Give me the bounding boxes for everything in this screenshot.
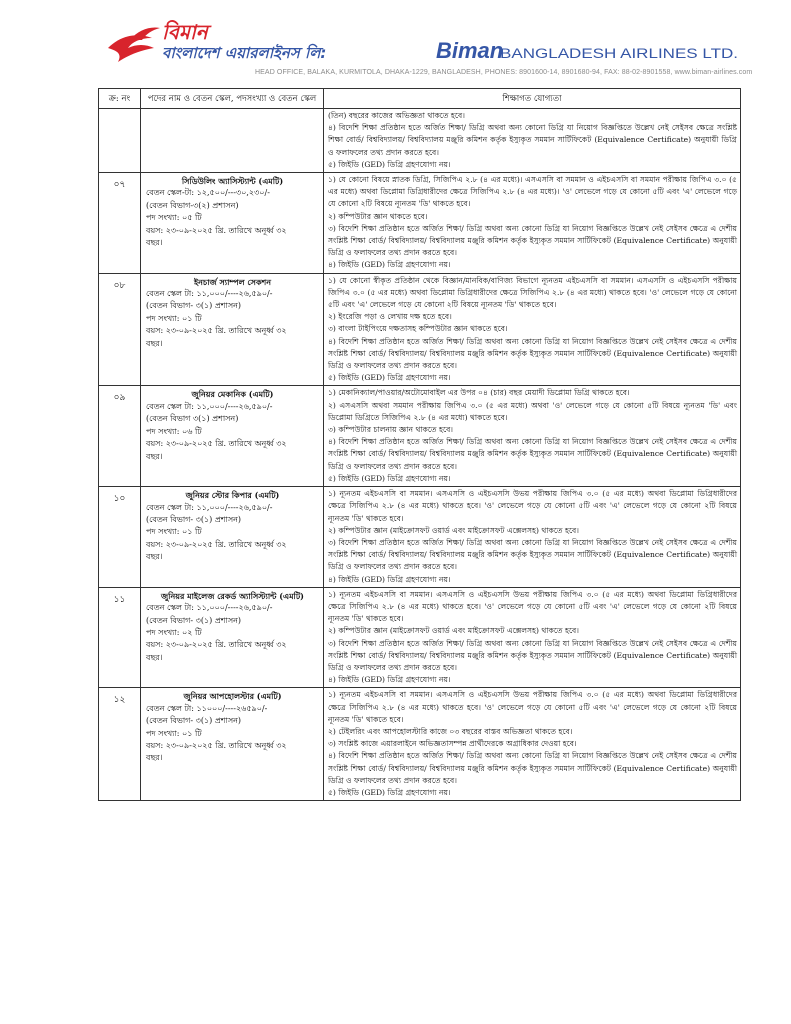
post-detail-line: বেতন স্কেল-টা: ১২,৫০০/---৩০,২৩০/- (146, 188, 270, 198)
post-detail-line: বয়স: ২৩-০৯-২০২৫ খ্রি. তারিখে অনূর্ধ্ব ৩২ (146, 640, 287, 650)
post-detail-line: বেতন স্কেল টা: ১১,০০০/----২৬,৫৯০/- (146, 289, 273, 299)
qualification-cell (324, 587, 741, 688)
biman-bird-icon (108, 28, 160, 63)
brand-bn: বিমান (162, 20, 208, 44)
row-serial: ০৭ (99, 173, 141, 274)
post-title: জুনিয়র মেকানিক (এমটি) (191, 389, 274, 400)
header-serial: ক্র: নং (99, 89, 141, 109)
post-details-cell (141, 109, 324, 173)
post-title: জুনিয়র স্টোর কিপার (এমটি) (185, 490, 280, 501)
table-row (99, 487, 741, 588)
brand-en-bold: Biman (436, 38, 504, 63)
qualification-item: ৩) বিদেশি শিক্ষা প্রতিষ্ঠান হতে অর্জিত শিক্ষা/ ডিগ্রি অথবা অন্য কোনো ডিগ্রি যা নিয়োগ বিজ্ঞপ্তিতে উল্লেখ নেই সেইসব ক্ষেত্রে এ দেশীয় সংশ্লিষ্ট শিক্ষা বোর্ড/ বিশ্ববিদ্যালয়/ বিশ্ববিদ্যালয় মঞ্জুরি কমিশন কর্তৃক ইস্যুকৃত সমমান সার্টিফিকেট (Equivalence Certificate) অনুযায়ী ডিগ্রি ও ফলাফলের তথ্য প্রদান করতে হবে। (328, 223, 737, 258)
qualification-item: ১) ন্যূনতম এইচএসসি বা সমমান। এসএসসি ও এইচএসসি উভয় পরীক্ষায় জিপিএ ৩.০ (৫ এর মধ্যে) অথবা ডিপ্লোমা ডিগ্রিধারীদের ক্ষেত্রে সিজিপিএ ২.৮ (৪ এর মধ্যে) থাকতে হবে। 'ও' লেভেলে গড়ে যে কোনো ৫টি এবং 'এ' লেভেলে গড়ে যে কোনো ২টি বিষয়ে ন্যূনতম 'ডি' থাকতে হবে। (328, 489, 737, 523)
post-detail-line: পদ সংখ্যা: ০৬ টি (146, 426, 202, 436)
qualification-cell (324, 386, 741, 487)
post-detail-line: পদ সংখ্যা: ০১ টি (146, 313, 202, 323)
post-detail-line: (বেতন বিভাগ- ৩(১) প্রশাসন) (146, 301, 242, 311)
qualification-item: ৪) জিইডি (GED) ডিগ্রি গ্রহণযোগ্য নয়। (328, 574, 451, 584)
post-detail-line: (বেতন বিভাগ- ৩(১) প্রশাসন) (146, 514, 242, 524)
qualification-item: ৪) বিদেশি শিক্ষা প্রতিষ্ঠান হতে অর্জিত শিক্ষা/ ডিগ্রি অথবা অন্য কোনো ডিগ্রি যা নিয়োগ বিজ্ঞপ্তিতে উল্লেখ নেই সেইসব ক্ষেত্রে এ দেশীয় সংশ্লিষ্ট শিক্ষা বোর্ড/ বিশ্ববিদ্যালয়/ বিশ্ববিদ্যালয় মঞ্জুরি কমিশন কর্তৃক ইস্যুকৃত সমমান সার্টিফিকেট (Equivalence Certificate) অনুযায়ী ডিগ্রি ও ফলাফলের তথ্য প্রদান করতে হবে। (328, 437, 737, 471)
qualification-item: ১) ন্যূনতম এইচএসসি বা সমমান। এসএসসি ও এইচএসসি উভয় পরীক্ষায় জিপিএ ৩.০ (৫ এর মধ্যে) অথবা ডিপ্লোমা ডিগ্রিধারীদের ক্ষেত্রে সিজিপিএ ২.৮ (৪ এর মধ্যে) থাকতে হবে। 'ও' লেভেলে গড়ে যে কোনো ৫টি এবং 'এ' লেভেলে গড়ে যে কোনো ২টি বিষয়ে ন্যূনতম 'ডি' থাকতে হবে। (328, 690, 737, 724)
table-row (99, 587, 741, 688)
table-body (99, 109, 741, 801)
post-detail-line: বয়স: ২৩-০৯-২০২৫ খ্রি. তারিখে অনূর্ধ্ব ৩২ (146, 225, 287, 235)
table-row (99, 109, 741, 173)
letterhead-address: HEAD OFFICE, BALAKA, KURMITOLA, DHAKA-1229, BANGLADESH, PHONES: 8901600-14, 8901680-94, FAX: 88-02-8901558, www.biman-airlines.com (255, 69, 753, 76)
qualification-item: ৫) জিইডি (GED) ডিগ্রি গ্রহণযোগ্য নয়। (328, 159, 451, 169)
row-serial (99, 109, 141, 173)
post-detail-line: বছর। (146, 652, 163, 662)
post-details-cell (141, 173, 324, 274)
post-details-cell (141, 587, 324, 688)
qualification-item: ২) কম্পিউটার জ্ঞান (মাইক্রোসফট ওয়ার্ড এবং মাইক্রোসফট এক্সেলসহ) থাকতে হবে। (328, 626, 579, 636)
qualification-item: ২) টেইলরিং এবং আপহোলস্টারি কাজে ০৩ বছরের বাস্তব অভিজ্ঞতা থাকতে হবে। (328, 726, 573, 736)
qualification-item: ২) ইংরেজি পড়া ও লেখায় দক্ষ হতে হবে। (328, 312, 452, 322)
qualification-item: ৪) জিইডি (GED) ডিগ্রি গ্রহণযোগ্য নয়। (328, 260, 451, 270)
qualification-item: ২) কম্পিউটার জ্ঞান থাকতে হবে। (328, 211, 428, 221)
qualification-item: ১) মেকানিক্যাল/পাওয়ার/অটোমোবাইল এর উপর ০৪ (চার) বছর মেয়াদী ডিপ্লোমা ডিগ্রি থাকতে হবে। (328, 388, 630, 398)
brand-en: BANGLADESH AIRLINES LTD. (500, 46, 738, 61)
table-row (99, 173, 741, 274)
post-detail-line: পদ সংখ্যা: ০২ টি (146, 627, 202, 637)
post-detail-line: বছর। (146, 238, 163, 248)
row-serial: ০৯ (99, 386, 141, 487)
letterhead (100, 18, 753, 76)
post-detail-line: (বেতন বিভাগ- ৩(১) প্রশাসন) (146, 615, 242, 625)
letterhead-logo (100, 18, 740, 68)
header-post: পদের নাম ও বেতন স্কেল, পদসংখ্যা ও বেতন স্কেল (141, 89, 324, 109)
post-detail-line: বেতন স্কেল টা: ১১,০০০/----২৬,৫৯০/- (146, 603, 273, 613)
post-detail-line: পদ সংখ্যা: ০১ টি (146, 527, 202, 537)
qualification-item: ২) কম্পিউটার জ্ঞান (মাইক্রোসফট ওয়ার্ড এবং মাইক্রোসফট এক্সেলসহ) থাকতে হবে। (328, 525, 579, 535)
qualification-item: ১) যে কোনো স্বীকৃত প্রতিষ্ঠান থেকে বিজ্ঞান/মানবিক/বাণিজ্য বিভাগে ন্যূনতম এইচএসসি বা সমমান। এসএসসি ও এইচএসসি পরীক্ষায় জিপিএ ৩.০ (৫ এর মধ্যে) অথবা ডিপ্লোমা ডিগ্রিধারীদের ক্ষেত্রে সিজিপিএ ২.৮ (৪ এর মধ্যে) থাকতে হবে। 'ও' লেভেলে গড়ে যে কোনো ৫টি এবং 'এ' লেভেলে গড়ে যে কোনো ২টি বিষয়ে ন্যূনতম 'ডি' থাকতে হবে। (328, 275, 737, 310)
qualification-item: ৫) জিইডি (GED) ডিগ্রি গ্রহণযোগ্য নয়। (328, 373, 451, 383)
post-title: ইনচার্জ স্যাম্পল সেকশন (193, 276, 272, 287)
post-detail-line: বছর। (146, 338, 163, 348)
qualification-item: ৩) কম্পিউটার চালনায় জ্ঞান থাকতে হবে। (328, 425, 454, 435)
qualification-item: ৫) জিইডি (GED) ডিগ্রি গ্রহণযোগ্য নয়। (328, 787, 451, 797)
qualification-cell (324, 173, 741, 274)
post-detail-line: পদ সংখ্যা: ০৫ টি (146, 213, 202, 223)
post-title: জুনিয়র মাইলেজ রেকর্ড অ্যাসিস্ট্যান্ট (এমটি) (161, 590, 304, 601)
post-detail-line: বছর। (146, 753, 163, 763)
table-header-row (99, 89, 741, 109)
qualification-item: ৩) বিদেশি শিক্ষা প্রতিষ্ঠান হতে অর্জিত শিক্ষা/ ডিগ্রি অথবা অন্য কোনো ডিগ্রি যা নিয়োগ বিজ্ঞপ্তিতে উল্লেখ নেই সেইসব ক্ষেত্রে এ দেশীয় সংশ্লিষ্ট শিক্ষা বোর্ড/ বিশ্ববিদ্যালয়/ বিশ্ববিদ্যালয় মঞ্জুরি কমিশন কর্তৃক ইস্যুকৃত সমমান সার্টিফিকেট (Equivalence Certificate) অনুযায়ী ডিগ্রি ও ফলাফলের তথ্য প্রদান করতে হবে। (328, 638, 737, 672)
row-serial: ১১ (99, 587, 141, 688)
post-detail-line: বছর। (146, 451, 163, 461)
post-detail-line: বছর। (146, 552, 163, 562)
qualification-cell (324, 688, 741, 801)
qualification-cell (324, 109, 741, 173)
qualification-item: ৩) সংশ্লিষ্ট কাজে এয়ারলাইনে অভিজ্ঞতাসম্পন্ন প্রার্থীদেরকে অগ্রাধিকার দেওয়া হবে। (328, 739, 577, 749)
post-title: জুনিয়র আপহোলস্টার (এমটি) (183, 691, 282, 702)
post-detail-line: বয়স: ২৩-০৯-২০২৫ খ্রি. তারিখে অনূর্ধ্ব ৩২ (146, 439, 287, 449)
post-detail-line: বয়স: ২৩-০৯-২০২৫ খ্রি. তারিখে অনূর্ধ্ব ৩২ (146, 539, 287, 549)
qualification-item: ৪) জিইডি (GED) ডিগ্রি গ্রহণযোগ্য নয়। (328, 675, 451, 685)
qualification-item: (তিন) বছরের কাজের অভিজ্ঞতা থাকতে হবে। (328, 111, 465, 120)
post-detail-line: (বেতন বিভাগ- ৩(১) প্রশাসন) (146, 716, 242, 726)
post-details-cell (141, 487, 324, 588)
post-detail-line: বয়স: ২৩-০৯-২০২৫ খ্রি. তারিখে অনূর্ধ্ব ৩২ (146, 326, 287, 336)
table-row (99, 688, 741, 801)
qualification-item: ১) ন্যূনতম এইচএসসি বা সমমান। এসএসসি ও এইচএসসি উভয় পরীক্ষায় জিপিএ ৩.০ (৫ এর মধ্যে) অথবা ডিপ্লোমা ডিগ্রিধারীদের ক্ষেত্রে সিজিপিএ ২.৮ (৪ এর মধ্যে) থাকতে হবে। 'ও' লেভেলে গড়ে যে কোনো ৫টি এবং 'এ' লেভেলে গড়ে যে কোনো ২টি বিষয়ে ন্যূনতম 'ডি' থাকতে হবে। (328, 589, 737, 624)
post-detail-line: বেতন স্কেল টা: ১১,০০০/----২৬,৫৯০/- (146, 401, 273, 411)
post-detail-line: (বেতন বিভাগ ৩(১) প্রশাসন) (146, 414, 239, 424)
row-serial: ১২ (99, 688, 141, 801)
post-details-cell (141, 688, 324, 801)
post-detail-line: বয়স: ২৩-০৯-২০২৫ খ্রি. তারিখে অনূর্ধ্ব ৩২ (146, 740, 287, 750)
post-detail-line: বেতন স্কেল টা: ১১,০০০/----২৬,৫৯০/- (146, 502, 273, 512)
post-details-cell (141, 386, 324, 487)
qualification-cell (324, 487, 741, 588)
qualification-item: ১) যে কোনো বিষয়ে স্নাতক ডিগ্রি, সিজিপিএ ২.৮ (৪ এর মধ্যে)। এসএসসি বা সমমান ও এইচএসসি বা সমমান পরীক্ষায় জিপিএ ৩.০ (৫ এর মধ্যে) অথবা ডিপ্লোমা ডিগ্রিধারীদের ক্ষেত্রে সিজিপিএ ২.৮ (৪ এর মধ্যে)। 'ও' লেভেলে গড়ে যে কোনো ৫টি এবং 'এ' লেভেলে গড়ে যে কোনো ২টি বিষয়ে ন্যূনতম 'ডি' থাকতে হবে। (328, 175, 737, 209)
qualification-item: ৩) বাংলা টাইপিংয়ে দক্ষতাসহ কম্পিউটার জ্ঞান থাকতে হবে। (328, 324, 508, 334)
qualification-item: ২) এসএসসি অথবা সমমান পরীক্ষায় জিপিএ ৩.০ (৫ এর মধ্যে) অথবা 'ও' লেভেলে গড়ে যে কোনো ৫টি বিষয়ে ন্যূনতম 'ডি' এবং ডিপ্লোমা ডিগ্রিতে সিজিপিএ ২.৮ (৪ এর মধ্যে) থাকতে হবে। (328, 400, 737, 422)
row-serial: ০৮ (99, 273, 141, 386)
table-row (99, 273, 741, 386)
brand-bn-line2: বাংলাদেশ এয়ারলাইনস লি: (162, 44, 327, 62)
post-detail-line: পদ সংখ্যা: ০১ টি (146, 728, 202, 738)
post-details-cell (141, 273, 324, 386)
row-serial: ১০ (99, 487, 141, 588)
qualification-item: ৪) বিদেশি শিক্ষা প্রতিষ্ঠান হতে অর্জিত শিক্ষা/ ডিগ্রি অথবা অন্য কোনো ডিগ্রি যা নিয়োগ বিজ্ঞপ্তিতে উল্লেখ নেই সেইসব ক্ষেত্রে এ দেশীয় সংশ্লিষ্ট শিক্ষা বোর্ড/ বিশ্ববিদ্যালয়/ বিশ্ববিদ্যালয় মঞ্জুরি কমিশন কর্তৃক ইস্যুকৃত সমমান সার্টিফিকেট (Equivalence Certificate) অনুযায়ী ডিগ্রি ও ফলাফলের তথ্য প্রদান করতে হবে। (328, 336, 737, 371)
post-detail-line: বেতন স্কেল টা: ১১০০০/----২৬৫৯০/- (146, 703, 268, 713)
header-qualification: শিক্ষাগত যোগ্যতা (324, 89, 741, 109)
post-detail-line: (বেতন বিভাগ-৩(২) প্রশাসন) (146, 200, 239, 210)
qualification-item: ৩) বিদেশি শিক্ষা প্রতিষ্ঠান হতে অর্জিত শিক্ষা/ ডিগ্রি অথবা অন্য কোনো ডিগ্রি যা নিয়োগ বিজ্ঞপ্তিতে উল্লেখ নেই সেইসব ক্ষেত্রে এ দেশীয় সংশ্লিষ্ট শিক্ষা বোর্ড/ বিশ্ববিদ্যালয়/ বিশ্ববিদ্যালয় মঞ্জুরি কমিশন কর্তৃক ইস্যুকৃত সমমান সার্টিফিকেট (Equivalence Certificate) অনুযায়ী ডিগ্রি ও ফলাফলের তথ্য প্রদান করতে হবে। (328, 537, 737, 572)
qualification-item: ৫) জিইডি (GED) ডিগ্রি গ্রহণযোগ্য নয়। (328, 473, 451, 483)
job-requirements-table (98, 88, 741, 801)
table-row (99, 386, 741, 487)
qualification-item: ৪) বিদেশি শিক্ষা প্রতিষ্ঠান হতে অর্জিত শিক্ষা/ ডিগ্রি অথবা অন্য কোনো ডিগ্রি যা নিয়োগ বিজ্ঞপ্তিতে উল্লেখ নেই সেইসব ক্ষেত্রে সংশ্লিষ্ট শিক্ষা বোর্ড/ বিশ্ববিদ্যালয়/ বিশ্ববিদ্যালয় মঞ্জুরি কমিশন কর্তৃক ইস্যুকৃত সমমান সার্টিফিকেট (Equivalence Certificate) অনুযায়ী ডিগ্রি ও ফলাফলের তথ্য প্রদান করতে হবে। (328, 123, 737, 157)
post-title: সিডিউলিং অ্যাসিস্ট্যান্ট (এমটি) (181, 176, 284, 187)
qualification-cell (324, 273, 741, 386)
qualification-item: ৪) বিদেশি শিক্ষা প্রতিষ্ঠান হতে অর্জিত শিক্ষা/ ডিগ্রি অথবা অন্য কোনো ডিগ্রি যা নিয়োগ বিজ্ঞপ্তিতে উল্লেখ নেই সেইসব ক্ষেত্রে এ দেশীয় সংশ্লিষ্ট শিক্ষা বোর্ড/ বিশ্ববিদ্যালয়/ বিশ্ববিদ্যালয় মঞ্জুরি কমিশন কর্তৃক ইস্যুকৃত সমমান সার্টিফিকেট (Equivalence Certificate) অনুযায়ী ডিগ্রি ও ফলাফলের তথ্য প্রদান করতে হবে। (328, 751, 737, 785)
